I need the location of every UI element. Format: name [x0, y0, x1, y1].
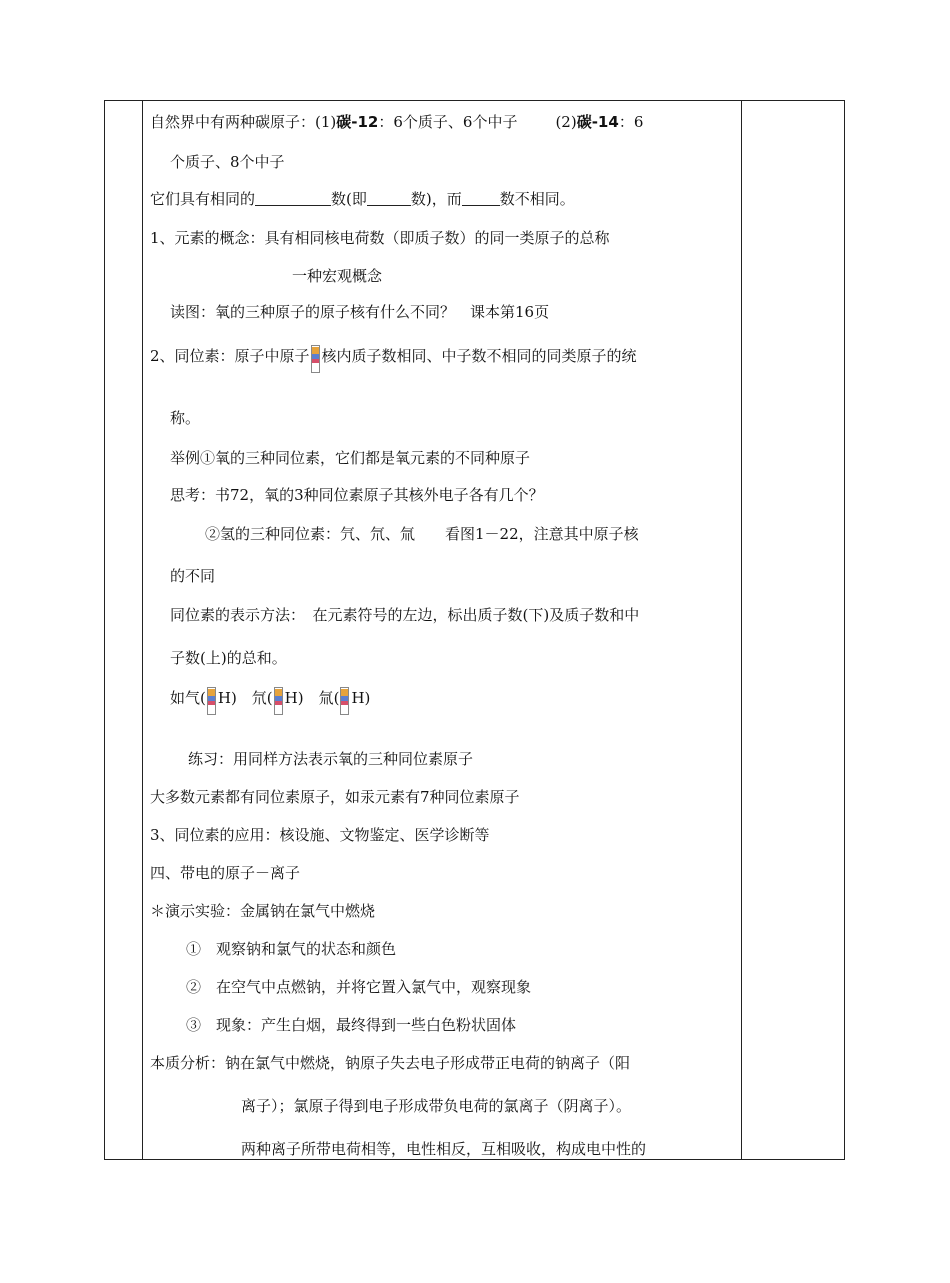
text-line: 3、同位素的应用：核设施、文物鉴定、医学诊断等	[150, 826, 490, 844]
text-line: 思考：书72，氧的3种同位素原子其核外电子各有几个？	[170, 486, 544, 504]
text-line: 1、元素的概念：具有相同核电荷数（即质子数）的同一类原子的总称	[150, 229, 610, 247]
text-line: 离子）；氯原子得到电子形成带负电荷的氯离子（阴离子）。	[241, 1097, 632, 1115]
text-line: 它们具有相同的 数(即 数)，而 数不相同。	[150, 190, 575, 208]
text-line: 大多数元素都有同位素原子，如汞元素有7种同位素原子	[150, 788, 520, 806]
text-line: 自然界中有两种碳原子：(1)碳-12：6个质子、6个中子 (2)碳-14：6	[150, 113, 644, 131]
inline-image-icon	[207, 687, 217, 717]
text-line: 2、同位素：原子中原子 核内质子数相同、中子数不相同的同类原子的统	[150, 345, 637, 375]
carbon-14-term: 碳-14	[576, 113, 619, 131]
text-line: 两种离子所带电荷相等，电性相反，互相吸收，构成电中性的	[241, 1140, 647, 1158]
text-line: 子数(上)的总和。	[170, 649, 287, 667]
text-line: 同位素的表示方法： 在元素符号的左边，标出质子数(下)及质子数和中	[170, 606, 640, 624]
inline-image-icon	[340, 687, 350, 717]
text-line: ②氢的三种同位素：氕、氘、氚 看图1－22，注意其中原子核	[205, 525, 639, 543]
text-line: 如气( H) 氘( H) 氚( H)	[170, 687, 370, 717]
text-line: 个质子、8个中子	[170, 153, 285, 171]
text-line: ＊演示实验：金属钠在氯气中燃烧	[150, 902, 376, 920]
lesson-table	[104, 100, 845, 1160]
text-line: ② 在空气中点燃钠，并将它置入氯气中，观察现象	[186, 978, 532, 996]
text-line: 四、带电的原子－离子	[150, 864, 301, 882]
carbon-12-term: 碳-12	[336, 113, 379, 131]
text-line: 的不同	[170, 567, 216, 585]
text-line: 读图：氧的三种原子的原子核有什么不同？ 课本第16页	[170, 303, 550, 321]
text-line: 练习：用同样方法表示氧的三种同位素原子	[188, 750, 474, 768]
text-line: 举例①氧的三种同位素，它们都是氧元素的不同种原子	[170, 449, 531, 467]
text-line: 本质分析：钠在氯气中燃烧，钠原子失去电子形成带正电荷的钠离子（阳	[150, 1054, 631, 1072]
fill-blank[interactable]	[367, 191, 411, 206]
text-line: ③ 现象：产生白烟，最终得到一些白色粉状固体	[186, 1016, 517, 1034]
table-divider-left	[142, 101, 143, 1159]
text-line: ① 观察钠和氯气的状态和颜色	[186, 940, 397, 958]
inline-image-icon	[274, 687, 284, 717]
fill-blank[interactable]	[255, 191, 331, 206]
table-divider-right	[741, 101, 742, 1159]
text-line: 称。	[170, 409, 201, 427]
inline-image-icon	[311, 345, 321, 375]
fill-blank[interactable]	[462, 191, 500, 206]
text-line: 一种宏观概念	[292, 267, 383, 285]
